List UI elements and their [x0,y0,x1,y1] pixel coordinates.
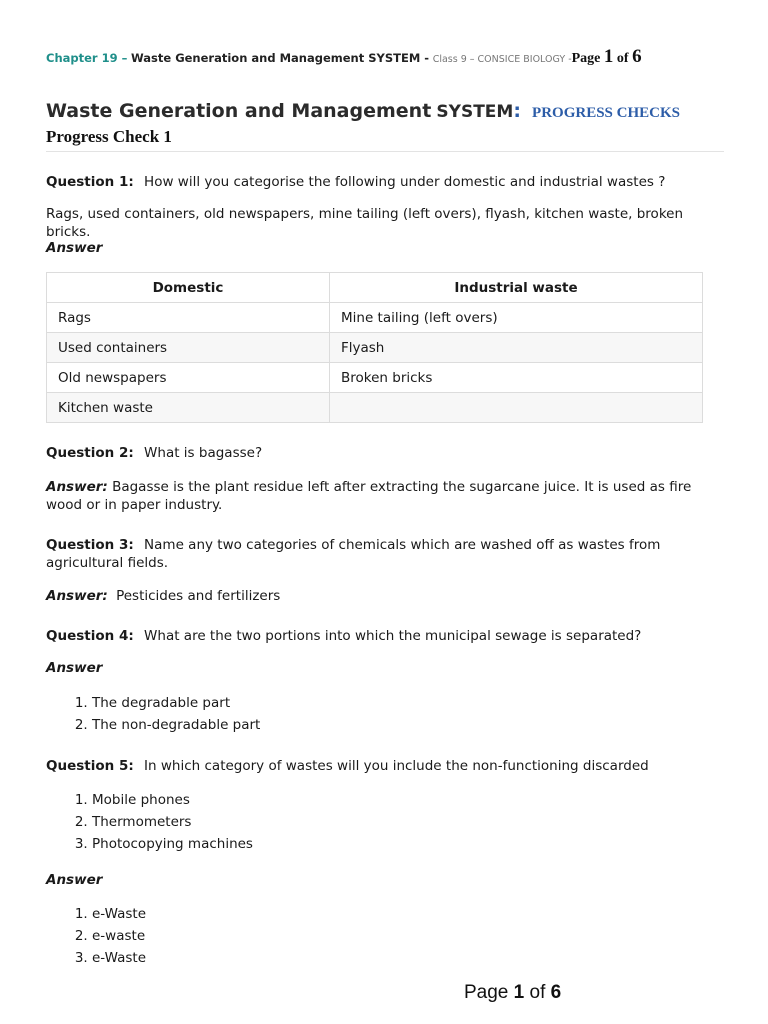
question-label: Question 2: [46,445,134,461]
column-header: Industrial waste [330,273,703,303]
list-item: 2. e-waste [92,925,146,947]
table-cell: Kitchen waste [47,393,330,423]
table-cell: Flyash [330,333,703,363]
answer-text: Pesticides and fertilizers [116,588,281,604]
section-subtitle: Progress Check 1 [46,127,724,152]
title-colon: : [513,100,521,122]
question-label: Question 1: [46,174,134,190]
answer-5-list [46,903,146,969]
question-2 [46,444,726,462]
list-item: 2. Thermometers [92,811,253,833]
table-cell: Used containers [47,333,330,363]
question-3 [46,536,726,572]
table-row [47,363,703,393]
table-cell: Old newspapers [47,363,330,393]
list-item: 3. Photocopying machines [92,833,253,855]
header-title: Waste Generation and Management SYSTEM [131,51,421,65]
question-5-list [46,789,253,855]
question-text: How will you categorise the following under domestic and industrial wastes ? [144,174,666,190]
answer-label: Answer [46,240,103,256]
answer-3 [46,587,726,605]
table-header-row [47,273,703,303]
column-header: Domestic [47,273,330,303]
list-item: 3. e-Waste [92,947,146,969]
list-item: 1. Mobile phones [92,789,253,811]
question-5 [46,757,726,775]
page-title [46,100,726,122]
question-label: Question 4: [46,628,134,644]
table-row [47,333,703,363]
page-footer [464,982,561,1004]
list-item: 1. e-Waste [92,903,146,925]
table-cell: Broken bricks [330,363,703,393]
question-label: Question 5: [46,758,134,774]
question-4 [46,627,726,645]
title-system: SYSTEM [436,102,514,122]
answer-label: Answer: [46,479,108,495]
header-of-word: of [616,51,629,66]
question-text: In which category of wastes will you include the non-functioning discarded [144,758,649,774]
title-text: Waste Generation and Management [46,100,432,122]
answer-4-list [46,692,260,736]
waste-category-table [46,272,703,423]
question-label: Question 3: [46,537,134,553]
section-label: PROGRESS CHECKS [532,105,680,121]
footer-page-num: 1 [513,982,525,1003]
page-header [46,46,726,68]
answer-text: Bagasse is the plant residue left after extracting the sugarcane juice. It is used as fire wood or in paper industry. [46,479,692,513]
question-text: What is bagasse? [144,445,263,461]
table-cell: Rags [47,303,330,333]
footer-page-word: Page [464,982,509,1003]
table-cell: Mine tailing (left overs) [330,303,703,333]
chapter-label: Chapter 19 – [46,51,128,65]
question-1 [46,173,726,191]
header-separator: - [420,51,430,65]
question-text: Name any two categories of chemicals which are washed off as wastes from agricultural fields. [46,537,661,571]
answer-label: Answer: [46,588,108,604]
table-cell [330,393,703,423]
class-info: Class 9 – CONSICE BIOLOGY - [432,54,572,65]
header-page-num: 1 [603,46,614,67]
question-1-items: Rags, used containers, old newspapers, mine tailing (left overs), flyash, kitchen waste, broken bricks. [46,206,684,240]
answer-label: Answer [46,872,103,888]
table-row [47,393,703,423]
footer-page-total: 6 [550,982,562,1003]
header-page-total: 6 [632,46,642,67]
answer-label: Answer [46,660,103,676]
list-item: 1. The degradable part [92,692,260,714]
answer-2 [46,478,726,514]
question-text: What are the two portions into which the municipal sewage is separated? [144,628,642,644]
header-page-word: Page [571,51,601,66]
table-row [47,303,703,333]
header-page-indicator [571,46,642,67]
list-item: 2. The non-degradable part [92,714,260,736]
footer-of-word: of [529,982,546,1003]
